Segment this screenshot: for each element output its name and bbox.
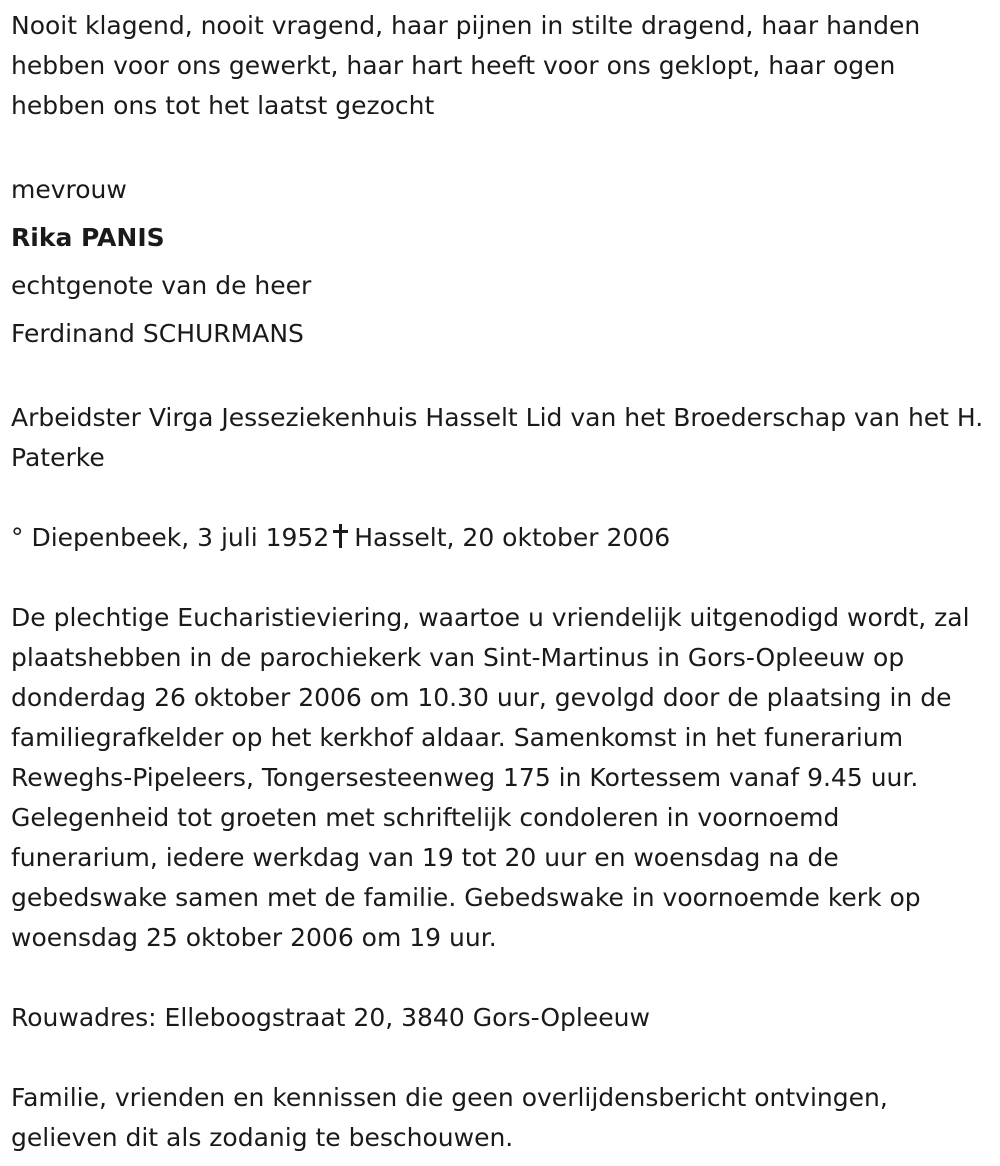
spacer bbox=[11, 358, 988, 398]
honorific: mevrouw bbox=[11, 175, 127, 204]
spacer bbox=[11, 478, 988, 518]
spacer bbox=[11, 1038, 988, 1078]
spacer bbox=[11, 126, 988, 166]
life-dates bbox=[11, 518, 988, 558]
spacer bbox=[11, 558, 988, 598]
death-info: Hasselt, 20 oktober 2006 bbox=[354, 523, 671, 552]
mourning-address: Rouwadres: Elleboogstraat 20, 3840 Gors-Opleeuw bbox=[11, 1003, 650, 1032]
closing-text: Familie, vrienden en kennissen die geen overlijdensbericht ontvingen, gelieven dit als zodanig te beschouwen. bbox=[11, 1083, 888, 1152]
cross-icon bbox=[333, 524, 348, 548]
motto-text: Nooit klagend, nooit vragend, haar pijnen in stilte dragend, haar handen hebben voor ons gewerkt, haar hart heeft voor ons geklopt, haar ogen hebben ons tot het laatst gezocht bbox=[11, 11, 921, 120]
spacer bbox=[11, 958, 988, 998]
ceremony-text: De plechtige Eucharistieviering, waartoe u vriendelijk uitgenodigd wordt, zal plaatshebben in de parochiekerk van Sint-Martinus in Gors-Opleeuw op donderdag 26 oktober 2006 om 10.30 uur, gevolgd door de plaatsing in de familiegrafkelder op het kerkhof aldaar. Samenkomst in het funerarium Reweghs-Pipeleers, Tongersesteenweg 175 in Kortessem vanaf 9.45 uur. Gelegenheid tot groeten met schriftelijk condoleren in voornoemd funerarium, iedere werkdag van 19 tot 20 uur en woensdag na de gebedswake samen met de familie. Gebedswake in voornoemde kerk op woensdag 25 oktober 2006 om 19 uur. bbox=[11, 603, 970, 952]
deceased-name: Rika PANIS bbox=[11, 223, 165, 252]
spouse-name: Ferdinand SCHURMANS bbox=[11, 319, 304, 348]
birth-info: ° Diepenbeek, 3 juli 1952 bbox=[11, 523, 330, 552]
occupation-text: Arbeidster Virga Jesseziekenhuis Hasselt Lid van het Broederschap van het H. Paterke bbox=[11, 403, 984, 472]
relation-text: echtgenote van de heer bbox=[11, 271, 312, 300]
